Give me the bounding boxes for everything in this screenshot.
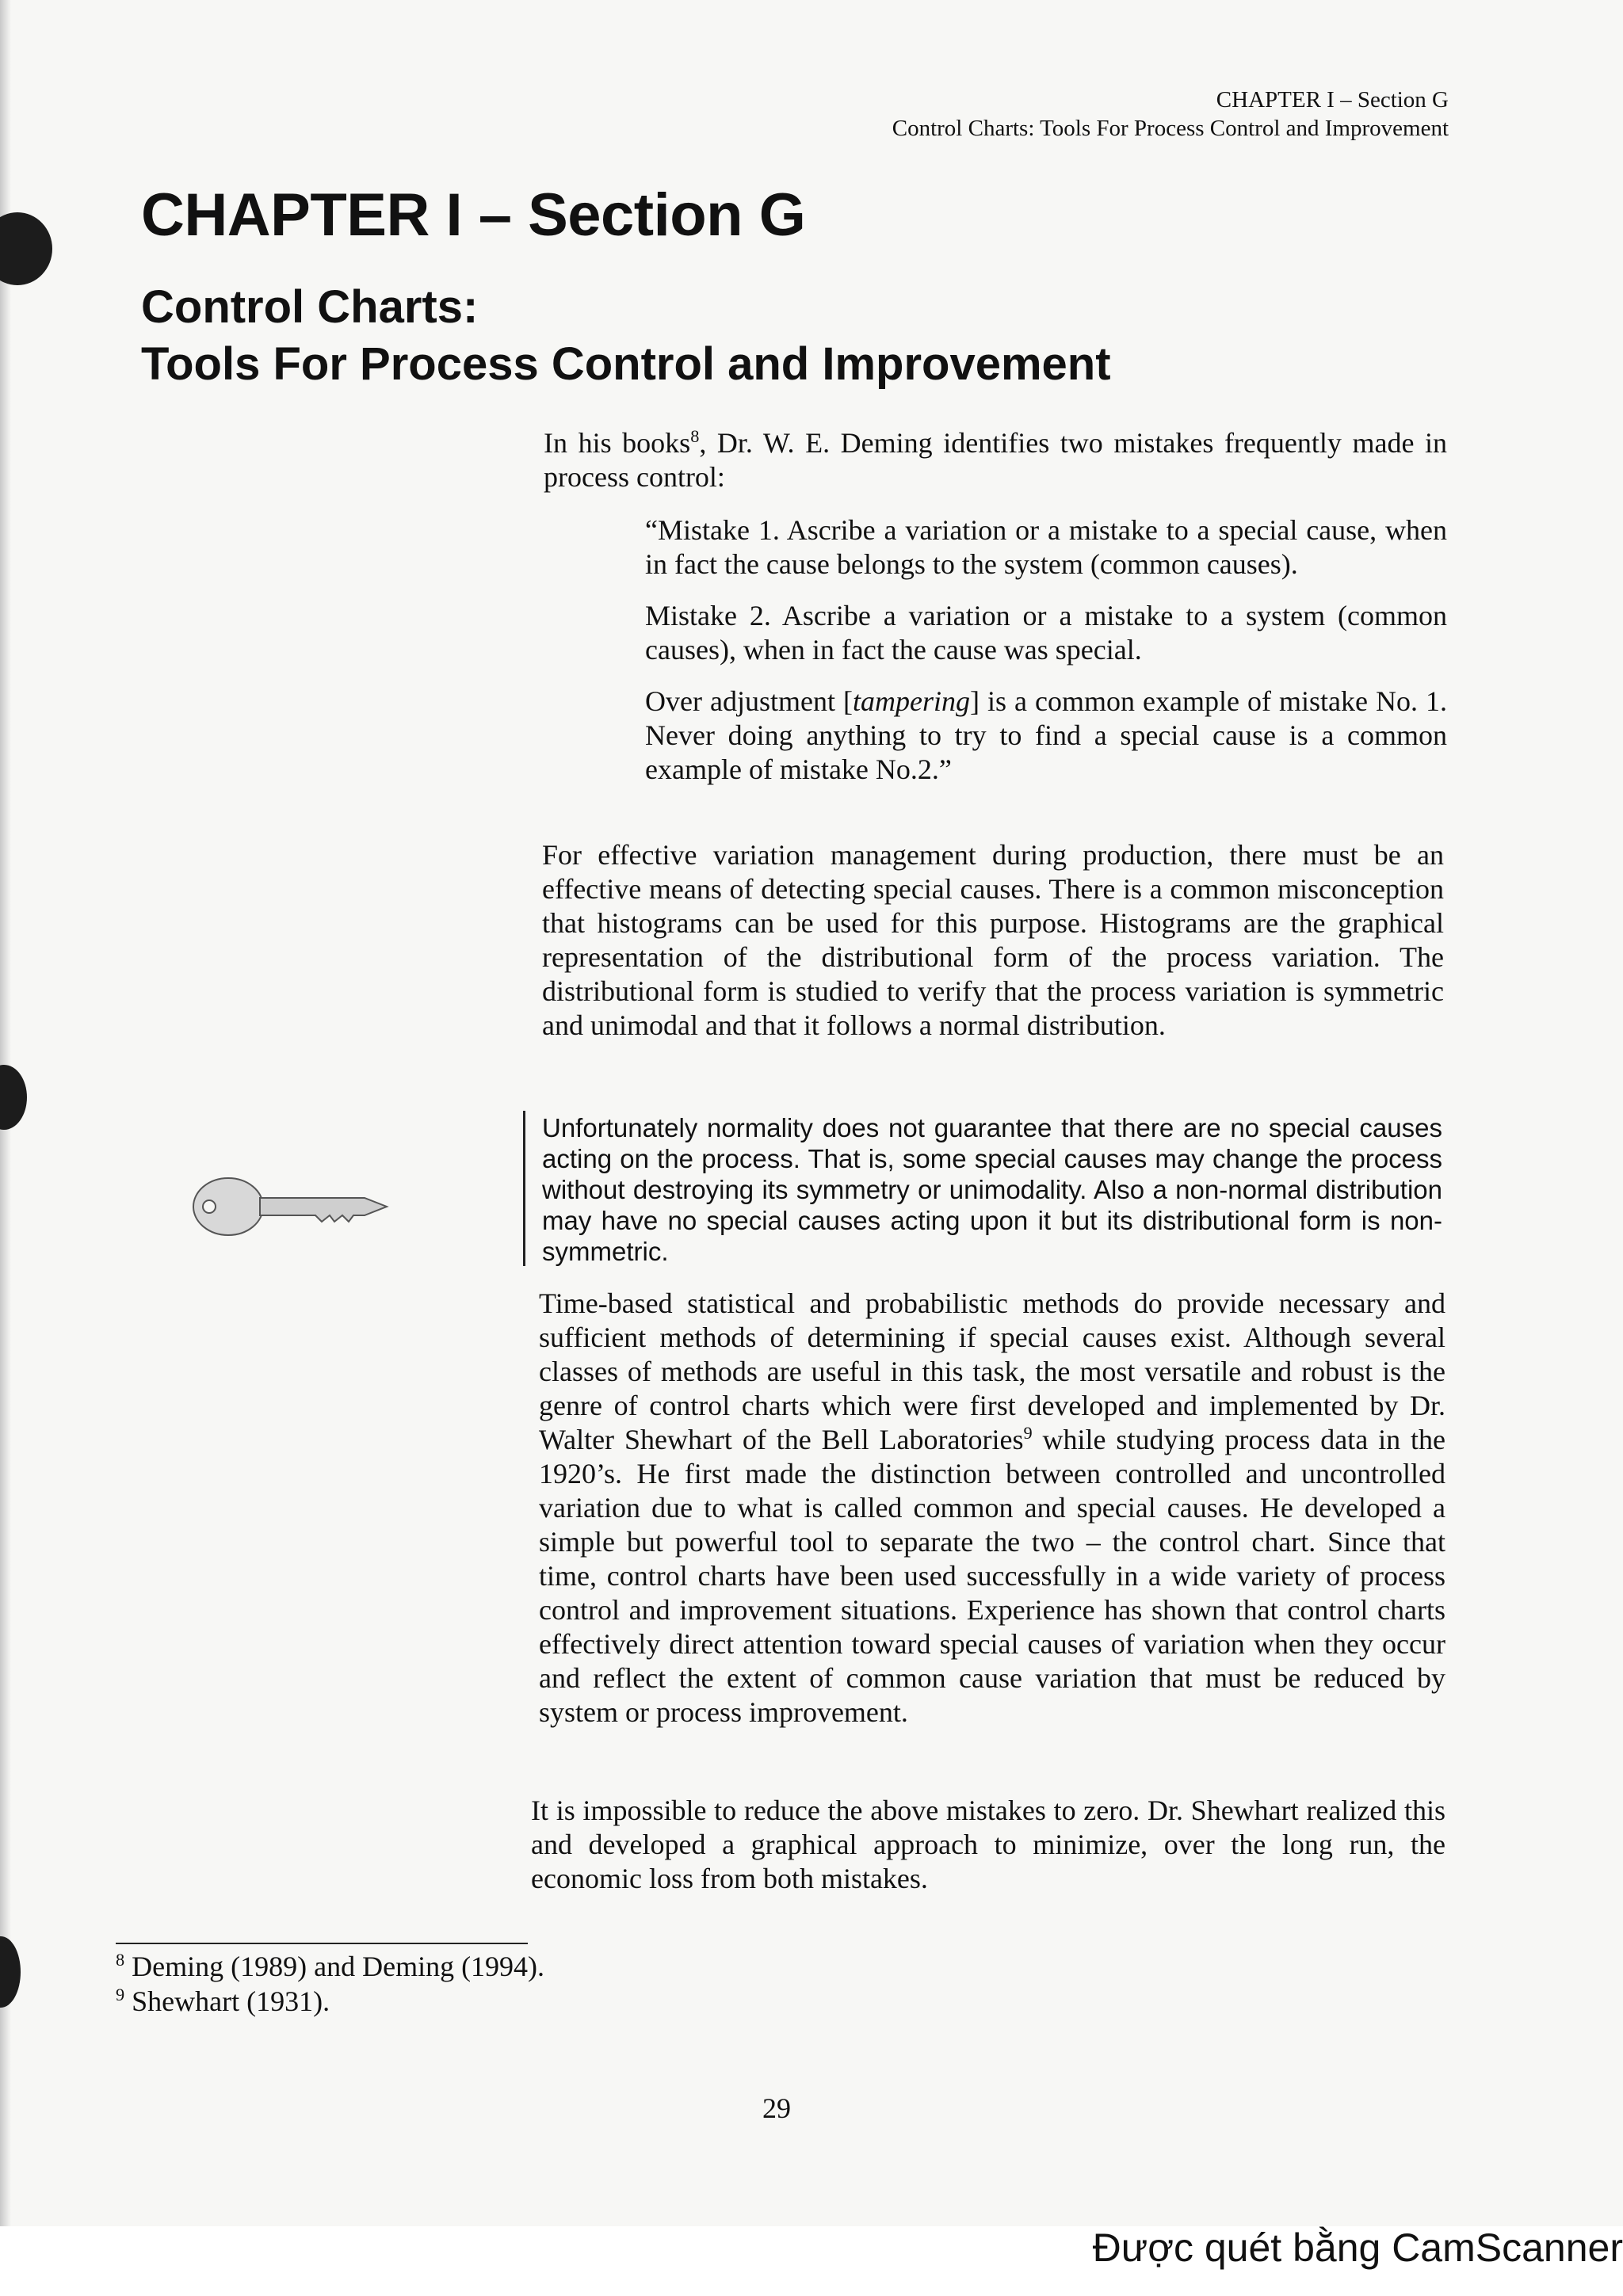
footnote-8 <box>116 1949 544 1984</box>
intro-paragraph <box>544 426 1447 494</box>
page-number: 29 <box>762 2092 791 2124</box>
binder-hole-top <box>0 212 52 285</box>
intro-text-end: , Dr. W. E. Deming identifies two mistakes frequently made in process control: <box>544 427 1448 493</box>
normality-callout: Unfortunately normality does not guarantee that there are no special causes acting on the process. That is, some special causes may change the process without destroying its symmetry or unimodality. Also a non-normal distribution may have no special causes acting upon it but its distributional form is non-symmetric. <box>542 1113 1442 1266</box>
quote-mistake-1: “Mistake 1. Ascribe a variation or a mistake to a special cause, when in fact the cause belongs to the system (common causes). <box>645 514 1447 580</box>
subtitle-line-2: Tools For Process Control and Improvement <box>141 338 1111 390</box>
footnotes <box>116 1949 544 2019</box>
time-based-text-end: while studying process data in the 1920’s. He first made the distinction between controlled and uncontrolled variation due to what is called common and special causes. He developed a simple but powerful tool to separate the two – the control chart. Since that time, control charts have been used successfully in a wide variety of process control and improvement situations. Experience has shown that control charts effectively direct attention toward special causes of variation when they occur and reflect the extent of common cause variation that must be reduced by system or process improvement. <box>539 1424 1446 1728</box>
section-subtitle <box>141 279 1111 393</box>
intro-text-start: In his books <box>544 427 691 459</box>
footnote-9 <box>116 1984 544 2019</box>
running-header <box>892 86 1449 143</box>
quote-over-adjustment <box>645 685 1447 787</box>
key-icon <box>190 1163 396 1250</box>
subtitle-line-1: Control Charts: <box>141 281 479 333</box>
quote-over-text-start: Over adjustment [ <box>645 685 853 717</box>
variation-management-paragraph: For effective variation management during production, there must be an effective means of detecting special causes. There is a common misconception that histograms can be used for this purpose. Histograms are the graphical representation of the distributional form of the process variation. The distributional form is studied to verify that the process variation is symmetric and unimodal and that it follows a normal distribution. <box>542 839 1444 1041</box>
binder-hole-bottom <box>0 1936 21 2008</box>
impossible-to-reduce-paragraph: It is impossible to reduce the above mistakes to zero. Dr. Shewhart realized this and developed a graphical approach to minimize, over the long run, the economic loss from both mistakes. <box>531 1794 1445 1894</box>
quote-emphasis-tampering: tampering <box>852 685 970 717</box>
running-header-chapter: CHAPTER I – Section G <box>1216 87 1449 113</box>
quote-over-text-end: ] is a common example of mistake No. 1. Never doing anything to try to find a special cause is a common example of mistake No.2.” <box>645 685 1447 785</box>
footnote-text: Deming (1989) and Deming (1994). <box>124 1951 545 1982</box>
footnote-ref-9: 9 <box>1023 1423 1033 1443</box>
chapter-title: CHAPTER I – Section G <box>141 181 806 249</box>
scanner-watermark: Được quét bằng CamScanner <box>1092 2225 1623 2270</box>
time-based-methods-paragraph <box>539 1287 1445 1730</box>
footnote-number: 8 <box>116 1950 125 1970</box>
footnote-separator <box>116 1943 528 1944</box>
quote-mistake-2: Mistake 2. Ascribe a variation or a mistake to a system (common causes), when in fact the cause was special. <box>645 600 1447 666</box>
footnote-text: Shewhart (1931). <box>124 1985 330 2017</box>
binder-hole-middle <box>0 1065 27 1130</box>
footnote-number: 9 <box>116 1985 125 2004</box>
time-based-text-start: Time-based statistical and probabilistic methods do provide necessary and sufficient methods of determining if special causes exist. Although several classes of methods are useful in this task, the most versatile and robust is the genre of control charts which were first developed and implemented by Dr. Walter Shewhart of the Bell Laboratories <box>539 1287 1445 1455</box>
footnote-ref-8: 8 <box>690 426 700 446</box>
running-header-title: Control Charts: Tools For Process Control and Improvement <box>892 116 1449 142</box>
callout-margin-bar <box>523 1111 525 1266</box>
